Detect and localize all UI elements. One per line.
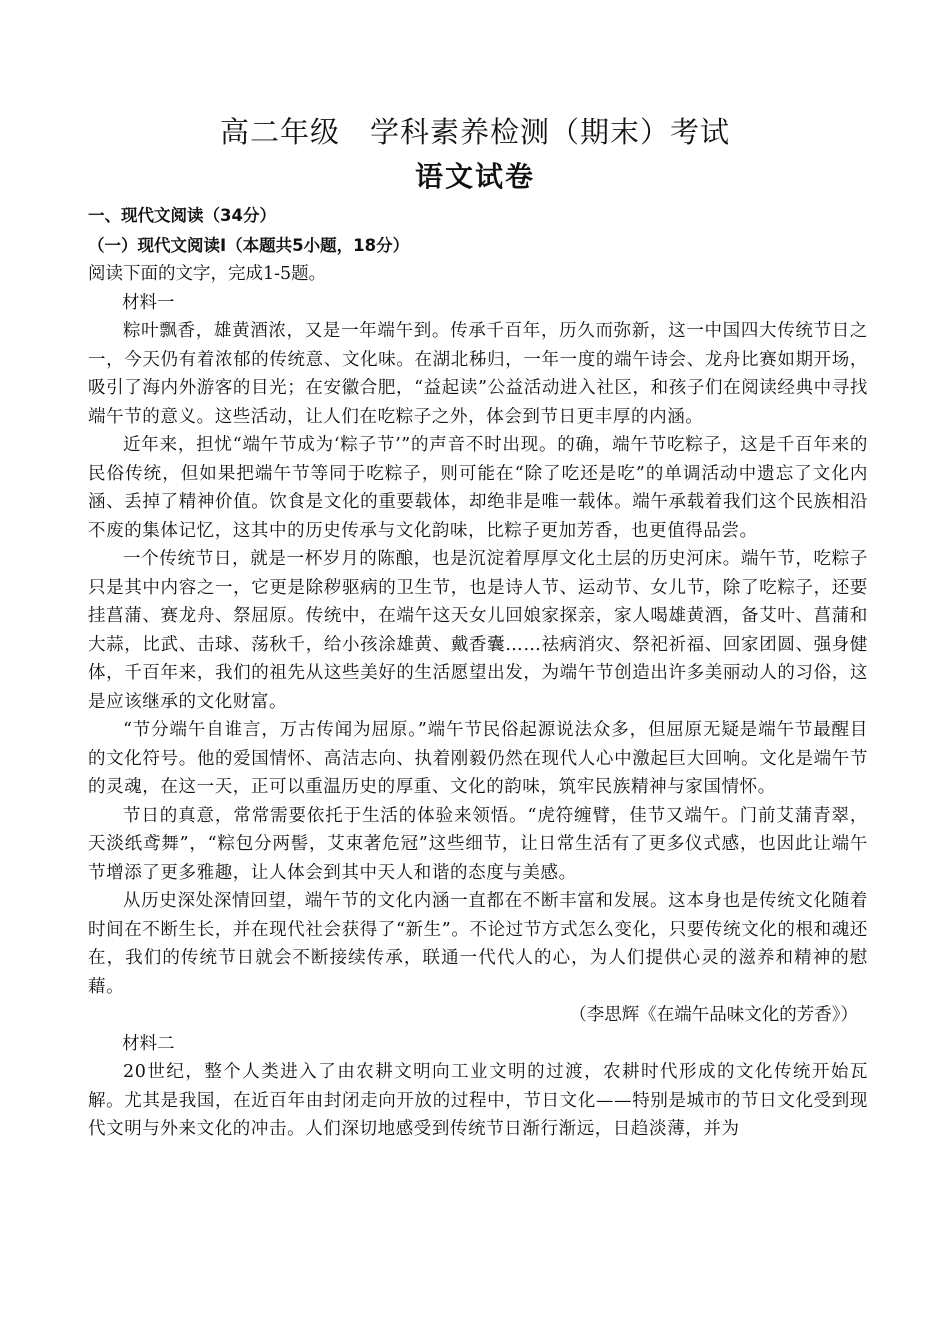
- material-one-paragraph-6: 从历史深处深情回望，端午节的文化内涵一直都在不断丰富和发展。这本身也是传统文化随着时间在不断生长，并在现代社会获得了“新生”。不论过节方式怎么变化，只要传统文化的根和魂还在，我们的传统节日就会不断接续传承，联通一代代人的心，为人们提供心灵的滋养和精神的慰藉。: [88, 891, 868, 997]
- subsection-heading: （一）现代文阅读Ⅰ（本题共5小题，18分）: [88, 235, 410, 255]
- material-one-paragraph-1: 粽叶飘香，雄黄酒浓，又是一年端午到。传承千百年，历久而弥新，这一中国四大传统节日之一，今天仍有着浓郁的传统意、文化味。在湖北秭归，一年一度的端午诗会、龙舟比赛如期开场，吸引了海内外游客的目光；在安徽合肥，“益起读”公益活动进入社区，和孩子们在阅读经典中寻找端午节的意义。这些活动，让人们在吃粽子之外，体会到节日更丰厚的内涵。: [88, 321, 868, 427]
- material-one-paragraph-3: 一个传统节日，就是一杯岁月的陈酿，也是沉淀着厚厚文化土层的历史河床。端午节，吃粽子只是其中内容之一，它更是除秽驱病的卫生节，也是诗人节、运动节、女儿节，除了吃粽子，还要挂菖蒲、赛龙舟、祭屈原。传统中，在端午这天女儿回娘家探亲，家人喝雄黄酒，备艾叶、菖蒲和大蒜，比武、击球、荡秋千，给小孩涂雄黄、戴香囊……祛病消灾、祭祀祈福、回家团圆、强身健体，千百年来，我们的祖先从这些美好的生活愿望出发，为端午节创造出许多美丽动人的习俗，这是应该继承的文化财富。: [88, 549, 868, 712]
- section-heading: 一、现代文阅读（34分）: [88, 206, 276, 225]
- material-two-paragraph-1: 20世纪，整个人类进入了由农耕文明向工业文明的过渡，农耕时代形成的文化传统开始瓦解。尤其是我国，在近百年由封闭走向开放的过程中，节日文化——特别是城市的节日文化受到现代文明与外来文化的冲击。人们深切地感受到传统节日渐行渐远，日趋淡薄，并为: [88, 1062, 868, 1139]
- material-one-source: （李思辉《在端午品味文化的芳香》）: [569, 1005, 858, 1025]
- material-one-label: 材料一: [122, 292, 175, 313]
- material-one-paragraph-4: “节分端午自谁言，万古传闻为屈原。”端午节民俗起源说法众多，但屈原无疑是端午节最醒目的文化符号。他的爱国情怀、高洁志向、执着刚毅仍然在现代人心中激起巨大回响。文化是端午节的灵魂，在这一天，正可以重温历史的厚重、文化的韵味，筑牢民族精神与家国情怀。: [88, 720, 868, 797]
- material-two-label: 材料二: [122, 1033, 175, 1054]
- exam-subtitle: 语文试卷: [414, 160, 535, 193]
- exam-content: [88, 202, 868, 1144]
- reading-instruction: 阅读下面的文字，完成1-5题。: [88, 264, 327, 284]
- material-one-paragraph-5: 节日的真意，常常需要依托于生活的体验来领悟。“虎符缠臂，佳节又端午。门前艾蒲青翠，天淡纸鸢舞”，“粽包分两髻，艾束著危冠”这些细节，让日常生活有了更多仪式感，也因此让端午节增添了更多雅趣，让人体会到其中天人和谐的态度与美感。: [88, 805, 868, 883]
- exam-title: 高二年级 学科素养检测（期末）考试: [219, 115, 730, 149]
- material-one-paragraph-2: 近年来，担忧“端午节成为‘粽子节’”的声音不时出现。的确，端午节吃粽子，这是千百年来的民俗传统，但如果把端午节等同于吃粽子，则可能在“除了吃还是吃”的单调活动中遗忘了文化内涵、丢掉了精神价值。饮食是文化的重要载体，却绝非是唯一载体。端午承载着我们这个民族相沿不废的集体记忆，这其中的历史传承与文化韵味，比粽子更加芳香，也更值得品尝。: [88, 435, 868, 541]
